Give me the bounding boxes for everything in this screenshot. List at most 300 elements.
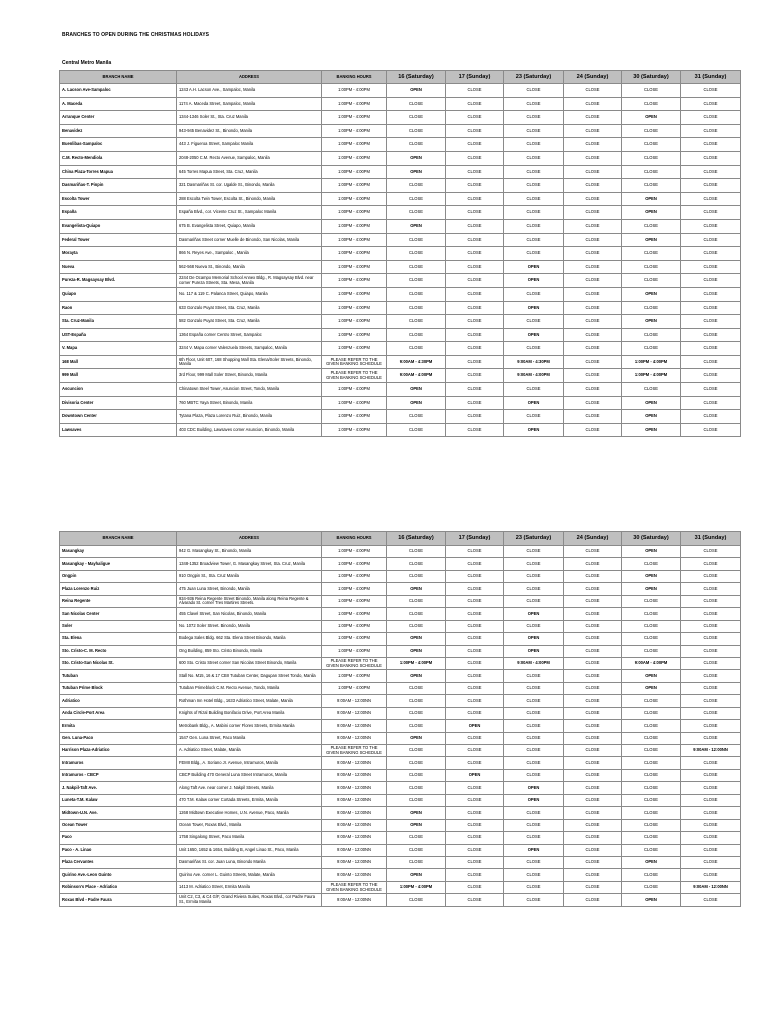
day-status: CLOSE bbox=[564, 595, 622, 607]
table-row bbox=[60, 219, 741, 233]
day-status: CLOSE bbox=[681, 328, 741, 342]
day-status: CLOSE bbox=[446, 608, 504, 620]
branch-address: 633 Gonzalo Puyat Street, Sta. Cruz, Manila bbox=[177, 301, 322, 315]
day-status: OPEN bbox=[387, 383, 446, 397]
day-status: CLOSE bbox=[504, 720, 564, 732]
table-row bbox=[60, 260, 741, 274]
day-status: CLOSE bbox=[564, 383, 622, 397]
branch-name: Benavidez bbox=[60, 124, 177, 138]
day-status: CLOSE bbox=[446, 682, 504, 694]
day-status: CLOSE bbox=[504, 595, 564, 607]
branch-name: Tutuban Prime Block bbox=[60, 682, 177, 694]
day-status: CLOSE bbox=[446, 301, 504, 315]
banking-hours: 1:00PM - 4:00PM bbox=[322, 595, 387, 607]
branch-address: Metrobank Bldg., A. Mabini corner Flores Streets, Ermita Manila bbox=[177, 720, 322, 732]
day-status: CLOSE bbox=[446, 138, 504, 152]
day-status: CLOSE bbox=[446, 757, 504, 769]
day-status: CLOSE bbox=[504, 856, 564, 868]
branch-address: 582 Gonzalo Puyat Street, Sta. Cruz, Manila bbox=[177, 315, 322, 329]
day-status: OPEN bbox=[504, 645, 564, 657]
day-status: CLOSE bbox=[622, 832, 681, 844]
day-status: CLOSE bbox=[681, 583, 741, 595]
day-status: CLOSE bbox=[622, 219, 681, 233]
branch-address: A. Adriatico Street, Malate, Manila bbox=[177, 745, 322, 757]
document-title: BRANCHES TO OPEN DURING THE CHRISTMAS HOLIDAYS bbox=[62, 32, 210, 38]
banking-hours: 9:00AM - 12:00NN bbox=[322, 869, 387, 881]
branch-address: 942 G. Masangkay St., Binondo, Manila bbox=[177, 546, 322, 558]
day-status: OPEN bbox=[387, 819, 446, 831]
banking-hours: 1:00PM - 4:00PM bbox=[322, 301, 387, 315]
day-status: CLOSE bbox=[622, 84, 681, 98]
day-status: CLOSE bbox=[681, 807, 741, 819]
day-status: CLOSE bbox=[564, 355, 622, 369]
table-row bbox=[60, 355, 741, 369]
day-status: CLOSE bbox=[681, 369, 741, 383]
day-status: CLOSE bbox=[387, 794, 446, 806]
banking-hours: 9:00AM - 12:00NN bbox=[322, 695, 387, 707]
day-status: CLOSE bbox=[622, 595, 681, 607]
banking-hours: 1:00PM - 4:00PM bbox=[322, 396, 387, 410]
column-header: 31 (Sunday) bbox=[681, 532, 741, 546]
day-status: CLOSE bbox=[446, 410, 504, 424]
day-status: CLOSE bbox=[681, 287, 741, 301]
day-status: CLOSE bbox=[564, 881, 622, 893]
day-status: OPEN bbox=[622, 546, 681, 558]
banking-hours: 1:00PM - 4:00PM bbox=[322, 138, 387, 152]
day-status: CLOSE bbox=[681, 301, 741, 315]
branch-name: Reina Regente bbox=[60, 595, 177, 607]
day-status: CLOSE bbox=[681, 165, 741, 179]
day-status: CLOSE bbox=[387, 274, 446, 288]
branch-address: 3244 V. Mapa corner Valenzuela Streets, Sampaloc, Manila bbox=[177, 342, 322, 356]
branch-name: Ascuncion bbox=[60, 383, 177, 397]
day-status: CLOSE bbox=[387, 856, 446, 868]
day-status: OPEN bbox=[622, 682, 681, 694]
branch-name: Luneta-T.M. Kalaw bbox=[60, 794, 177, 806]
branch-name: China Plaza-Torres Mapua bbox=[60, 165, 177, 179]
day-status: CLOSE bbox=[622, 608, 681, 620]
day-status: CLOSE bbox=[446, 192, 504, 206]
column-header: BANKING HOURS bbox=[322, 71, 387, 84]
table-row bbox=[60, 151, 741, 165]
banking-hours: 1:00PM - 4:00PM bbox=[322, 179, 387, 193]
day-status: CLOSE bbox=[446, 315, 504, 329]
day-status: OPEN bbox=[504, 608, 564, 620]
day-status: CLOSE bbox=[564, 745, 622, 757]
day-status: CLOSE bbox=[387, 695, 446, 707]
day-status: CLOSE bbox=[681, 206, 741, 220]
day-status: CLOSE bbox=[504, 583, 564, 595]
banking-hours: 9:00AM - 12:00NN bbox=[322, 720, 387, 732]
day-status: 9:00AM - 12:00NN bbox=[681, 881, 741, 893]
day-status: CLOSE bbox=[446, 287, 504, 301]
day-status: CLOSE bbox=[387, 832, 446, 844]
table-row bbox=[60, 138, 741, 152]
day-status: CLOSE bbox=[564, 894, 622, 906]
banking-hours: 1:00PM - 4:00PM bbox=[322, 546, 387, 558]
branch-address: 6th Floor, Unit 607, 168 Shopping Mall Sta. Elena/Soler Streets, Binondo, Manila bbox=[177, 355, 322, 369]
branch-address: CBCP Building 470 General Luna Street Intramuros, Manila bbox=[177, 769, 322, 781]
day-status: CLOSE bbox=[446, 794, 504, 806]
day-status: CLOSE bbox=[504, 124, 564, 138]
day-status: OPEN bbox=[504, 301, 564, 315]
table-row bbox=[60, 819, 741, 831]
day-status: CLOSE bbox=[504, 97, 564, 111]
branch-address: Knights of Rizal Building Bonifacio Drive, Port Area Manila bbox=[177, 707, 322, 719]
table-row bbox=[60, 383, 741, 397]
table-row bbox=[60, 682, 741, 694]
day-status: 9:00AM - 4:30PM bbox=[504, 355, 564, 369]
day-status: 1:00PM - 4:00PM bbox=[622, 369, 681, 383]
day-status: CLOSE bbox=[622, 794, 681, 806]
branch-name: Anda Circle-Port Area bbox=[60, 707, 177, 719]
day-status: CLOSE bbox=[387, 608, 446, 620]
day-status: CLOSE bbox=[681, 707, 741, 719]
table-header-row bbox=[60, 532, 741, 546]
day-status: CLOSE bbox=[446, 219, 504, 233]
day-status: CLOSE bbox=[504, 769, 564, 781]
day-status: CLOSE bbox=[564, 657, 622, 669]
day-status: CLOSE bbox=[504, 707, 564, 719]
day-status: CLOSE bbox=[622, 342, 681, 356]
banking-hours: 9:00AM - 12:00NN bbox=[322, 832, 387, 844]
banking-hours: 1:00PM - 4:00PM bbox=[322, 608, 387, 620]
day-status: CLOSE bbox=[504, 219, 564, 233]
branch-address: 1174 A. Maceda Street, Sampaloc, Manila bbox=[177, 97, 322, 111]
day-status: 9:00AM - 4:00PM bbox=[622, 657, 681, 669]
day-status: CLOSE bbox=[446, 570, 504, 582]
table-row bbox=[60, 657, 741, 669]
day-status: CLOSE bbox=[387, 423, 446, 437]
table-row bbox=[60, 410, 741, 424]
day-status: CLOSE bbox=[504, 819, 564, 831]
banking-hours: 1:00PM - 4:00PM bbox=[322, 583, 387, 595]
banking-hours: 1:00PM - 4:00PM bbox=[322, 206, 387, 220]
branch-name: Divisoria Center bbox=[60, 396, 177, 410]
branch-name: Intramuros - CBCP bbox=[60, 769, 177, 781]
day-status: CLOSE bbox=[681, 769, 741, 781]
branch-address: Dasmariñas Street corner Muelle de Binondo, San Nicolas, Manila bbox=[177, 233, 322, 247]
branch-address: 1344-1346 Soler St., Sta. Cruz Manila bbox=[177, 111, 322, 125]
branch-name: Nueva bbox=[60, 260, 177, 274]
branch-address: FEMII Bldg., A. Soriano Jr. Avenue, Intramuros, Manila bbox=[177, 757, 322, 769]
day-status: CLOSE bbox=[446, 745, 504, 757]
branch-name: Adriatico bbox=[60, 695, 177, 707]
day-status: CLOSE bbox=[446, 645, 504, 657]
day-status: 1:00PM - 4:00PM bbox=[622, 355, 681, 369]
day-status: CLOSE bbox=[446, 97, 504, 111]
branch-name: V. Mapa bbox=[60, 342, 177, 356]
day-status: OPEN bbox=[622, 670, 681, 682]
day-status: CLOSE bbox=[446, 546, 504, 558]
column-header: 23 (Saturday) bbox=[504, 71, 564, 84]
banking-hours: 9:00AM - 12:00NN bbox=[322, 782, 387, 794]
day-status: CLOSE bbox=[504, 342, 564, 356]
day-status: CLOSE bbox=[446, 355, 504, 369]
day-status: CLOSE bbox=[564, 410, 622, 424]
branch-address: No. 117 & 119 C. Palanca Street, Quiapo, Manila bbox=[177, 287, 322, 301]
banking-hours: 1:00PM - 4:00PM bbox=[322, 633, 387, 645]
branch-address: 866 N. Reyes Ave., Sampaloc , Manila bbox=[177, 247, 322, 261]
day-status: CLOSE bbox=[681, 342, 741, 356]
table-row bbox=[60, 328, 741, 342]
day-status: CLOSE bbox=[622, 179, 681, 193]
day-status: CLOSE bbox=[681, 97, 741, 111]
day-status: OPEN bbox=[387, 583, 446, 595]
branch-name: Tutuban bbox=[60, 670, 177, 682]
day-status: CLOSE bbox=[681, 819, 741, 831]
table-row bbox=[60, 844, 741, 856]
banking-hours: 9:00AM - 12:00NN bbox=[322, 707, 387, 719]
day-status: CLOSE bbox=[681, 383, 741, 397]
day-status: CLOSE bbox=[681, 732, 741, 744]
day-status: CLOSE bbox=[622, 707, 681, 719]
day-status: CLOSE bbox=[387, 247, 446, 261]
day-status: OPEN bbox=[387, 807, 446, 819]
day-status: CLOSE bbox=[387, 546, 446, 558]
table-row bbox=[60, 608, 741, 620]
day-status: CLOSE bbox=[446, 124, 504, 138]
day-status: CLOSE bbox=[504, 287, 564, 301]
branch-name: Soler bbox=[60, 620, 177, 632]
day-status: CLOSE bbox=[387, 720, 446, 732]
branch-address: No. 1072 Soler Street. Binondo, Manila bbox=[177, 620, 322, 632]
day-status: CLOSE bbox=[564, 794, 622, 806]
day-status: CLOSE bbox=[564, 274, 622, 288]
day-status: CLOSE bbox=[564, 682, 622, 694]
day-status: CLOSE bbox=[387, 97, 446, 111]
branch-name: Dasmariñas-T. Pinpin bbox=[60, 179, 177, 193]
day-status: CLOSE bbox=[681, 179, 741, 193]
day-status: CLOSE bbox=[681, 794, 741, 806]
column-header: 30 (Saturday) bbox=[622, 532, 681, 546]
branch-name: Roxas Blvd - Padre Faura bbox=[60, 894, 177, 906]
branch-address: Ocean Tower, Roxas Blvd., Manila bbox=[177, 819, 322, 831]
branch-name: Ocean Tower bbox=[60, 819, 177, 831]
table-row bbox=[60, 720, 741, 732]
day-status: CLOSE bbox=[622, 745, 681, 757]
branch-address: 562-568 Nueva St., Binondo, Manila bbox=[177, 260, 322, 274]
branch-name: Federal Tower bbox=[60, 233, 177, 247]
day-status: OPEN bbox=[622, 410, 681, 424]
day-status: CLOSE bbox=[504, 206, 564, 220]
day-status: 9:00AM - 4:00PM bbox=[387, 369, 446, 383]
day-status: CLOSE bbox=[446, 342, 504, 356]
day-status: CLOSE bbox=[387, 111, 446, 125]
branch-address: Tytana Plaza, Plaza Lorenzo Ruiz, Binondo, Manila bbox=[177, 410, 322, 424]
table-row bbox=[60, 287, 741, 301]
day-status: CLOSE bbox=[564, 247, 622, 261]
day-status: CLOSE bbox=[504, 881, 564, 893]
branch-address: 2244 De Ocampo Memorial School Annex Bldg., R. Magsaysay Blvd. near corner Pureza Streets, Sta. Mesa, Manila bbox=[177, 274, 322, 288]
day-status: CLOSE bbox=[564, 869, 622, 881]
branch-name: Escolta Tower bbox=[60, 192, 177, 206]
day-status: CLOSE bbox=[564, 206, 622, 220]
day-status: CLOSE bbox=[564, 782, 622, 794]
banking-hours: PLEASE REFER TO THE GIVEN BANKING SCHEDULE bbox=[322, 881, 387, 893]
day-status: CLOSE bbox=[504, 546, 564, 558]
banking-hours: PLEASE REFER TO THE GIVEN BANKING SCHEDULE bbox=[322, 745, 387, 757]
day-status: CLOSE bbox=[681, 315, 741, 329]
branch-name: Gen. Luna-Paco bbox=[60, 732, 177, 744]
banking-hours: 1:00PM - 4:00PM bbox=[322, 165, 387, 179]
day-status: CLOSE bbox=[504, 807, 564, 819]
day-status: CLOSE bbox=[446, 832, 504, 844]
day-status: OPEN bbox=[504, 794, 564, 806]
branch-address: 1413 M. Adriatico Street, Ermita Manila bbox=[177, 881, 322, 893]
branch-address: 3rd Floor, 999 Mall Soler Street, Binondo, Manila bbox=[177, 369, 322, 383]
table-row bbox=[60, 111, 741, 125]
branch-name: Ongpin bbox=[60, 570, 177, 582]
column-header: BRANCH NAME bbox=[60, 532, 177, 546]
day-status: CLOSE bbox=[504, 383, 564, 397]
column-header: 17 (Sunday) bbox=[446, 71, 504, 84]
day-status: CLOSE bbox=[622, 881, 681, 893]
day-status: CLOSE bbox=[387, 558, 446, 570]
day-status: OPEN bbox=[622, 287, 681, 301]
banking-hours: 9:00AM - 12:00NN bbox=[322, 894, 387, 906]
day-status: CLOSE bbox=[622, 633, 681, 645]
day-status: CLOSE bbox=[387, 179, 446, 193]
day-status: CLOSE bbox=[564, 583, 622, 595]
banking-hours: 1:00PM - 4:00PM bbox=[322, 315, 387, 329]
day-status: CLOSE bbox=[446, 844, 504, 856]
day-status: CLOSE bbox=[622, 769, 681, 781]
branch-name: UST-España bbox=[60, 328, 177, 342]
day-status: CLOSE bbox=[564, 124, 622, 138]
column-header: BRANCH NAME bbox=[60, 71, 177, 84]
day-status: CLOSE bbox=[681, 570, 741, 582]
day-status: CLOSE bbox=[504, 757, 564, 769]
table-row bbox=[60, 179, 741, 193]
branch-name: Raon bbox=[60, 301, 177, 315]
banking-hours: 1:00PM - 4:00PM bbox=[322, 570, 387, 582]
day-status: CLOSE bbox=[564, 192, 622, 206]
day-status: CLOSE bbox=[564, 151, 622, 165]
banking-hours: 1:00PM - 4:00PM bbox=[322, 383, 387, 397]
column-header: 24 (Sunday) bbox=[564, 71, 622, 84]
table-body bbox=[60, 546, 741, 907]
banking-hours: 1:00PM - 4:00PM bbox=[322, 645, 387, 657]
day-status: CLOSE bbox=[504, 247, 564, 261]
branch-address: Ong Building, 859 Sto. Cristo Binondo, Manila bbox=[177, 645, 322, 657]
branch-address: 943-945 Benavidez St., Binondo, Manila bbox=[177, 124, 322, 138]
table-row bbox=[60, 645, 741, 657]
banking-hours: 1:00PM - 4:00PM bbox=[322, 192, 387, 206]
day-status: CLOSE bbox=[446, 260, 504, 274]
branch-name: 999 Mall bbox=[60, 369, 177, 383]
day-status: CLOSE bbox=[446, 396, 504, 410]
banking-hours: 9:00AM - 12:00NN bbox=[322, 844, 387, 856]
day-status: CLOSE bbox=[504, 620, 564, 632]
branch-name: San Nicolas Center bbox=[60, 608, 177, 620]
day-status: CLOSE bbox=[504, 410, 564, 424]
banking-hours: 9:00AM - 12:00NN bbox=[322, 794, 387, 806]
day-status: CLOSE bbox=[564, 670, 622, 682]
day-status: CLOSE bbox=[681, 595, 741, 607]
day-status: CLOSE bbox=[681, 396, 741, 410]
banking-hours: 1:00PM - 4:00PM bbox=[322, 423, 387, 437]
day-status: CLOSE bbox=[564, 769, 622, 781]
branch-name: Sta. Cruz-Manila bbox=[60, 315, 177, 329]
day-status: CLOSE bbox=[446, 819, 504, 831]
day-status: CLOSE bbox=[446, 869, 504, 881]
branch-address: 1243 A.H. Lacson Ave., Sampaloc, Manila bbox=[177, 84, 322, 98]
branch-name: Midtown-U.N. Ave. bbox=[60, 807, 177, 819]
day-status: CLOSE bbox=[387, 682, 446, 694]
day-status: CLOSE bbox=[446, 328, 504, 342]
table-row bbox=[60, 695, 741, 707]
day-status: OPEN bbox=[622, 206, 681, 220]
banking-hours: 1:00PM - 4:00PM bbox=[322, 151, 387, 165]
day-status: OPEN bbox=[387, 670, 446, 682]
day-status: CLOSE bbox=[564, 179, 622, 193]
table-row bbox=[60, 247, 741, 261]
day-status: CLOSE bbox=[564, 396, 622, 410]
day-status: CLOSE bbox=[564, 819, 622, 831]
banking-hours: 1:00PM - 4:00PM bbox=[322, 260, 387, 274]
day-status: OPEN bbox=[387, 165, 446, 179]
day-status: CLOSE bbox=[681, 151, 741, 165]
day-status: CLOSE bbox=[681, 219, 741, 233]
day-status: CLOSE bbox=[504, 869, 564, 881]
branch-address: 934-936 Reina Regente Street Binondo, Manila along Reina Regente & Alvarado St. corner Tres Martires Streets. bbox=[177, 595, 322, 607]
day-status: CLOSE bbox=[564, 645, 622, 657]
day-status: CLOSE bbox=[564, 260, 622, 274]
branch-name: Pureza-R. Magsaysay Blvd. bbox=[60, 274, 177, 288]
day-status: CLOSE bbox=[681, 546, 741, 558]
day-status: CLOSE bbox=[387, 757, 446, 769]
branch-address: 2048-2050 C.M. Recto Avenue, Sampaloc, Manila bbox=[177, 151, 322, 165]
day-status: CLOSE bbox=[504, 732, 564, 744]
day-status: CLOSE bbox=[681, 645, 741, 657]
day-status: CLOSE bbox=[564, 832, 622, 844]
day-status: CLOSE bbox=[387, 410, 446, 424]
day-status: CLOSE bbox=[387, 315, 446, 329]
banking-hours: 1:00PM - 4:00PM bbox=[322, 124, 387, 138]
branch-name: Masangkay - Mayhaligue bbox=[60, 558, 177, 570]
day-status: OPEN bbox=[622, 570, 681, 582]
banking-hours: PLEASE REFER TO THE GIVEN BANKING SCHEDULE bbox=[322, 369, 387, 383]
branches-table-2 bbox=[59, 531, 741, 907]
day-status: CLOSE bbox=[564, 707, 622, 719]
day-status: CLOSE bbox=[387, 769, 446, 781]
branch-address: Tutuban Primeblock C.M. Recto Avenue, Tondo, Manila bbox=[177, 682, 322, 694]
day-status: CLOSE bbox=[681, 84, 741, 98]
day-status: 9:00AM - 4:00PM bbox=[504, 369, 564, 383]
day-status: CLOSE bbox=[681, 274, 741, 288]
day-status: OPEN bbox=[504, 328, 564, 342]
day-status: CLOSE bbox=[446, 894, 504, 906]
day-status: CLOSE bbox=[504, 695, 564, 707]
day-status: CLOSE bbox=[387, 844, 446, 856]
day-status: CLOSE bbox=[504, 315, 564, 329]
table-row bbox=[60, 570, 741, 582]
banking-hours: 9:00AM - 12:00NN bbox=[322, 732, 387, 744]
day-status: CLOSE bbox=[681, 832, 741, 844]
day-status: CLOSE bbox=[681, 260, 741, 274]
branch-address: Unit 1650, 1652 & 1654, Building B, Angel Linao St., Paco, Manila bbox=[177, 844, 322, 856]
column-header: 23 (Saturday) bbox=[504, 532, 564, 546]
day-status: OPEN bbox=[387, 84, 446, 98]
day-status: CLOSE bbox=[564, 84, 622, 98]
day-status: CLOSE bbox=[446, 595, 504, 607]
table-row bbox=[60, 274, 741, 288]
day-status: CLOSE bbox=[564, 165, 622, 179]
branch-address: 760 MBTC Yaya Street, Binondo, Manila bbox=[177, 396, 322, 410]
table-row bbox=[60, 620, 741, 632]
day-status: CLOSE bbox=[564, 608, 622, 620]
